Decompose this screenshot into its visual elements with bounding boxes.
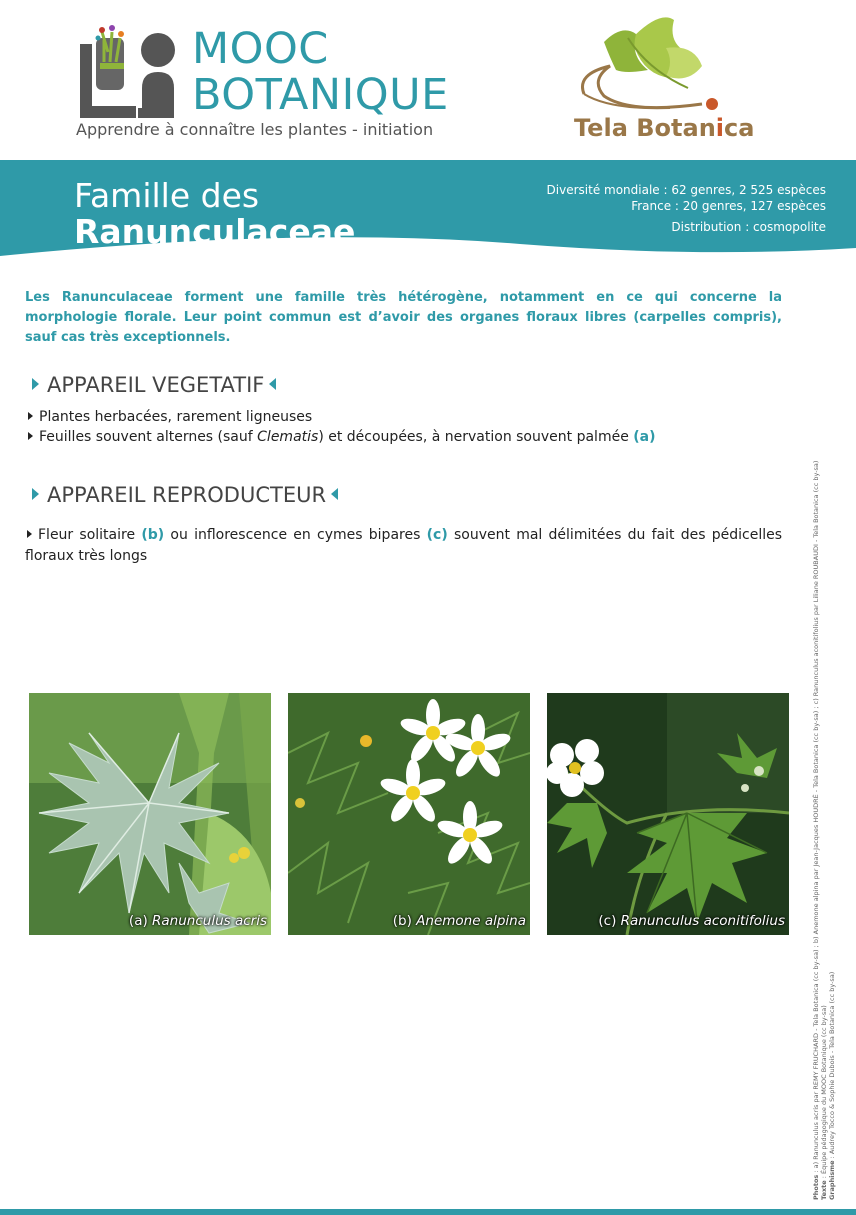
photo-caption-a [129,913,267,929]
bullet-triangle-icon [27,530,32,538]
tela-name-part2: ca [724,114,755,142]
credits-graphisme [828,460,836,1200]
list-item-text: Feuilles souvent alternes (sauf [39,429,258,445]
triangle-right-icon [32,488,39,500]
stat-distribution: Distribution : cosmopolite [671,220,826,234]
reproducteur-text: souvent mal délimitées du fait des pédicelles floraux très longs [25,527,783,564]
mooc-subtitle: Apprendre à connaître les plantes - initiation [76,120,434,139]
list-item-text: ) et découpées, à nervation souvent palmée [318,429,634,445]
tela-name-part1: Tela Botan [574,114,716,142]
person-with-plant-icon [74,22,184,124]
reproducteur-text: ou inflorescence en cymes bipares [164,527,427,543]
list-item-text: Plantes herbacées, rarement ligneuses [39,409,313,425]
family-stats [547,182,826,235]
mooc-title [192,26,449,118]
triangle-left-icon [269,378,276,390]
leaf-photo-illustration [29,693,271,935]
credits-graphisme-text: : Audrey Tocco & Sophie Dubois - Tela Botanica (cc by-sa) [828,971,836,1161]
tela-botanica-logo [570,14,760,144]
photo-caption-b [393,913,526,929]
triangle-right-icon [32,378,39,390]
caption-species: Ranunculus acris [152,913,267,929]
reproducteur-text: Fleur solitaire [38,527,142,543]
footer-bar [0,1209,856,1215]
photo-caption-c [598,913,785,929]
credits-photos [812,460,820,1200]
section-title-reproducteur: APPAREIL REPRODUCTEUR [47,483,327,507]
section-heading-reproducteur [32,483,338,507]
section-title-vegetatif: APPAREIL VEGETATIF [47,373,265,397]
list-item [28,407,656,427]
photo-reference-c: (c) [426,527,448,543]
credits-photos-label: Photos [812,1174,820,1200]
credits-block [812,460,836,1200]
caption-species: Anemone alpina [416,913,526,929]
photo-ranunculus-aconitifolius [547,693,789,935]
stat-france: France : 20 genres, 127 espèces [631,199,826,213]
genus-name: Clematis [257,429,319,445]
tela-name-accent-letter: i [715,114,725,142]
mooc-title-line2: BOTANIQUE [192,70,449,120]
family-title-line1: Famille des [74,176,260,215]
tela-botanica-name [574,114,754,142]
list-item [28,427,656,447]
credits-graphisme-label: Graphisme [828,1160,836,1200]
bullet-triangle-icon [28,412,33,420]
photo-reference-b: (b) [141,527,165,543]
credits-texte-text: : Équipe pédagogique du MOOC Botanique (cc by-sa) [820,1005,828,1181]
section-heading-vegetatif [32,373,276,397]
bullet-triangle-icon [28,432,33,440]
leaf-logo-icon [570,14,760,114]
mooc-botanique-logo [74,12,484,147]
credits-texte-label: Texte [820,1180,828,1200]
photo-reference-a: (a) [633,429,656,445]
reproducteur-paragraph [25,525,782,567]
mooc-title-line1: MOOC [192,24,329,74]
plant-photo-illustration [547,693,789,935]
caption-species: Ranunculus aconitifolius [620,913,785,929]
photo-anemone-alpina [288,693,530,935]
intro-paragraph: Les Ranunculaceae forment une famille très hétérogène, notamment en ce qui concerne la morphologie florale. Leur point commun est d’avoir des organes floraux libres (carpelles compris), sauf cas très exceptionnels. [25,290,782,345]
stat-world-diversity: Diversité mondiale : 62 genres, 2 525 espèces [546,183,826,197]
photo-ranunculus-acris [29,693,271,935]
caption-label: (b) [392,913,417,929]
family-title-name: Ranunculaceae [74,212,356,251]
credits-photos-text: : a) Ranunculus acris par REMY FRUCHARD - Tela Botanica (cc by-sa) ; b) Anemone alpina par Jean-Jacques HOUDRÉ - Tela Botanica (cc by-sa) ; c) Ranunculus aconitifolius par Liliane ROUBAUDI - Tela Botanica (cc by-sa) [812,460,820,1175]
flower-photo-illustration [288,693,530,935]
caption-label: (a) [128,913,153,929]
credits-texte [820,460,828,1200]
triangle-left-icon [331,488,338,500]
vegetatif-list [28,407,656,447]
caption-label: (c) [598,913,621,929]
